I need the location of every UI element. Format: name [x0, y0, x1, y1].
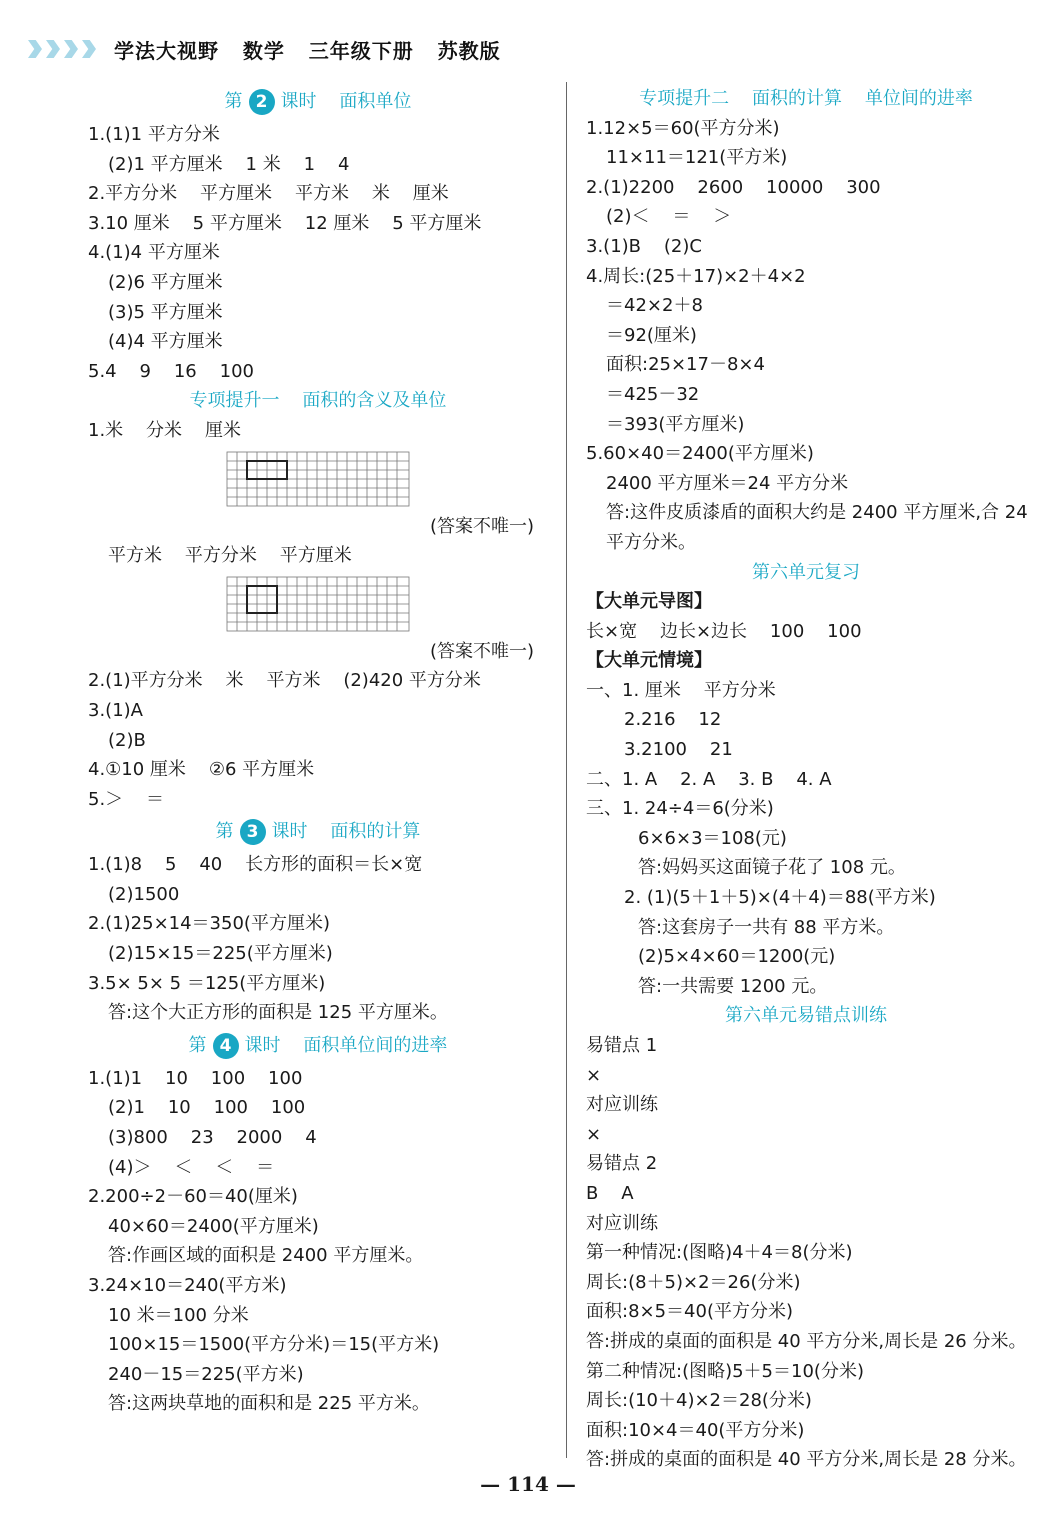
special-topic-1-heading: 专项提升一 面积的含义及单位 [189, 390, 447, 412]
square-grid-figure [226, 576, 410, 632]
book-title: 学法大视野 数学 三年级下册 苏教版 [114, 38, 501, 63]
answer-line: 面积:10×4＝40(平方分米) [586, 1419, 805, 1441]
answer-line: 5.＞ ＝ [88, 788, 165, 810]
right-column [586, 84, 1026, 1475]
square-grid-figure [226, 451, 410, 507]
answer-line: ＝92(厘米) [606, 324, 697, 346]
chevron-icon [46, 40, 60, 58]
answer-line: 5.4 9 16 100 [88, 360, 254, 382]
answer-line: 周长:(8＋5)×2＝26(分米) [586, 1271, 801, 1293]
answer-line: 1.米 分米 厘米 [88, 419, 241, 441]
answer-line: ＝42×2＋8 [606, 295, 703, 317]
answer-line: (2)6 平方厘米 [108, 271, 223, 293]
answer-line: ＝393(平方厘米) [606, 413, 745, 435]
answer-line: 答:这两块草地的面积和是 225 平方米。 [108, 1393, 430, 1415]
chevron-icon [82, 40, 96, 58]
lesson-title: 课时 面积单位间的进率 [244, 1034, 448, 1056]
lesson-4-heading [88, 1028, 548, 1064]
answer-line: 面积:8×5＝40(平方分米) [586, 1301, 793, 1323]
answer-line: 易错点 1 [586, 1035, 658, 1056]
answer-line: 答:拼成的桌面的面积是 40 平方分米,周长是 26 分米。 [586, 1330, 1027, 1352]
answer-note: (答案不唯一) [429, 515, 534, 537]
answer-line: 5.60×40＝2400(平方厘米) [586, 443, 814, 465]
answer-line: 3.10 厘米 5 平方厘米 12 厘米 5 平方厘米 [88, 212, 482, 234]
answer-line: 100×15＝1500(平方分米)＝15(平方米) [108, 1334, 440, 1356]
column-divider [566, 82, 567, 1458]
answer-line: 答:这件皮质漆盾的面积大约是 2400 平方厘米,合 24 [606, 502, 1028, 524]
answer-line: 答:妈妈买这面镜子花了 108 元。 [638, 857, 906, 879]
answer-line: 3.24×10＝240(平方米) [88, 1275, 287, 1296]
lesson-number-badge: 3 [240, 819, 266, 845]
answer-line: 6×6×3＝108(元) [638, 827, 787, 849]
answer-line: 平方米 平方分米 平方厘米 [108, 545, 352, 567]
answer-line: 2.216 12 [624, 709, 722, 731]
answer-line: (2)15×15＝225(平方厘米) [108, 943, 333, 965]
answer-line: 1.12×5＝60(平方分米) [586, 117, 780, 139]
lesson-title: 课时 面积的计算 [271, 821, 421, 843]
answer-line: (2)1 平方厘米 1 米 1 4 [108, 153, 350, 175]
answer-line: ＝425－32 [606, 383, 700, 405]
answer-line: 答:一共需要 1200 元。 [638, 975, 828, 997]
answer-line: (2)5×4×60＝1200(元) [638, 946, 836, 968]
answer-line: 4.①10 厘米 ②6 平方厘米 [88, 759, 315, 781]
answer-line: 1.(1)8 5 40 长方形的面积＝长×宽 [88, 854, 423, 876]
answer-line: (2)B [108, 729, 146, 751]
lesson-prefix: 第 [215, 821, 234, 843]
grid-figure-1 [88, 448, 548, 510]
answer-line: (2)1500 [108, 883, 180, 905]
chevron-icon [28, 40, 42, 58]
chevron-icon [64, 40, 78, 58]
answer-line: (4)＞ ＜ ＜ ＝ [108, 1156, 275, 1178]
answer-line: 面积:25×17－8×4 [606, 354, 765, 376]
answer-line: 2.(1)25×14＝350(平方厘米) [88, 913, 330, 935]
answer-line: 平方分米。 [606, 531, 696, 553]
answer-line: 第一种情况:(图略)4＋4＝8(分米) [586, 1242, 853, 1264]
lesson-title: 课时 面积单位 [280, 91, 412, 112]
answer-line: 对应训练 [586, 1094, 658, 1116]
answer-line: 周长:(10＋4)×2＝28(分米) [586, 1390, 812, 1412]
answer-line: 4.周长:(25＋17)×2＋4×2 [586, 265, 806, 287]
answer-line: 240－15＝225(平方米) [108, 1363, 304, 1385]
page-number: — 114 — [480, 1472, 576, 1496]
lesson-2-heading [88, 84, 548, 120]
answer-line: 2.200÷2－60＝40(厘米) [88, 1186, 298, 1208]
answer-line: 3.(1)B (2)C [586, 235, 702, 257]
answer-line: (2)＜ ＝ ＞ [606, 206, 732, 228]
answer-line: 2.(1)2200 2600 10000 300 [586, 176, 881, 198]
unit-review-heading: 第六单元复习 [752, 561, 860, 583]
lesson-prefix: 第 [224, 91, 243, 112]
answer-line: 4.(1)4 平方厘米 [88, 242, 220, 264]
answer-line: × [586, 1123, 602, 1145]
answer-line: B A [586, 1182, 634, 1204]
answer-line: 3.5× 5× 5 ＝125(平方厘米) [88, 972, 326, 994]
lesson-3-heading [88, 814, 548, 850]
lesson-number-badge: 2 [249, 89, 275, 115]
answer-line: 答:拼成的桌面的面积是 40 平方分米,周长是 28 分米。 [586, 1449, 1027, 1471]
answer-line: 答:作画区域的面积是 2400 平方厘米。 [108, 1245, 424, 1267]
answer-line: 2.(1)平方分米 米 平方米 (2)420 平方分米 [88, 670, 481, 692]
answer-line: (3)800 23 2000 4 [108, 1127, 317, 1149]
page-header [28, 32, 501, 66]
answer-line: 1.(1)1 平方分米 [88, 124, 220, 145]
answer-line: 2.平方分米 平方厘米 平方米 米 厘米 [88, 183, 449, 205]
answer-line: 答:这套房子一共有 88 平方米。 [638, 916, 895, 938]
answer-line: 2400 平方厘米＝24 平方分米 [606, 472, 849, 494]
answer-line: 11×11＝121(平方米) [606, 147, 788, 169]
review-subheading: 【大单元情境】 [586, 650, 712, 672]
lesson-prefix: 第 [188, 1034, 207, 1056]
answer-line: 对应训练 [586, 1212, 658, 1234]
chevron-decoration [28, 40, 100, 58]
grid-figure-2 [88, 573, 548, 635]
error-training-heading: 第六单元易错点训练 [725, 1005, 887, 1027]
answer-line: 易错点 2 [586, 1153, 658, 1175]
answer-note: (答案不唯一) [429, 640, 534, 662]
answer-line: 答:这个大正方形的面积是 125 平方厘米。 [108, 1002, 448, 1024]
answer-line: 一、1. 厘米 平方分米 [586, 679, 776, 701]
answer-line: 三、1. 24÷4＝6(分米) [586, 798, 774, 820]
answer-line: (4)4 平方厘米 [108, 331, 223, 353]
answer-line: 10 米＝100 分米 [108, 1304, 249, 1326]
answer-line: 3.2100 21 [624, 739, 733, 761]
answer-line: 3.(1)A [88, 699, 143, 721]
answer-line: 第二种情况:(图略)5＋5＝10(分米) [586, 1360, 864, 1382]
answer-line: × [586, 1064, 602, 1086]
lesson-number-badge: 4 [213, 1033, 239, 1059]
left-column [88, 84, 548, 1419]
answer-line: (2)1 10 100 100 [108, 1097, 306, 1119]
answer-line: 1.(1)1 10 100 100 [88, 1067, 303, 1089]
answer-line: (3)5 平方厘米 [108, 301, 223, 323]
answer-line: 2. (1)(5＋1＋5)×(4＋4)＝88(平方米) [624, 887, 936, 909]
special-topic-2-heading: 专项提升二 面积的计算 单位间的进率 [639, 88, 973, 109]
answer-line: 40×60＝2400(平方厘米) [108, 1215, 319, 1237]
review-subheading: 【大单元导图】 [586, 591, 712, 613]
answer-line: 长×宽 边长×边长 100 100 [586, 620, 862, 642]
answer-line: 二、1. A 2. A 3. B 4. A [586, 768, 832, 790]
